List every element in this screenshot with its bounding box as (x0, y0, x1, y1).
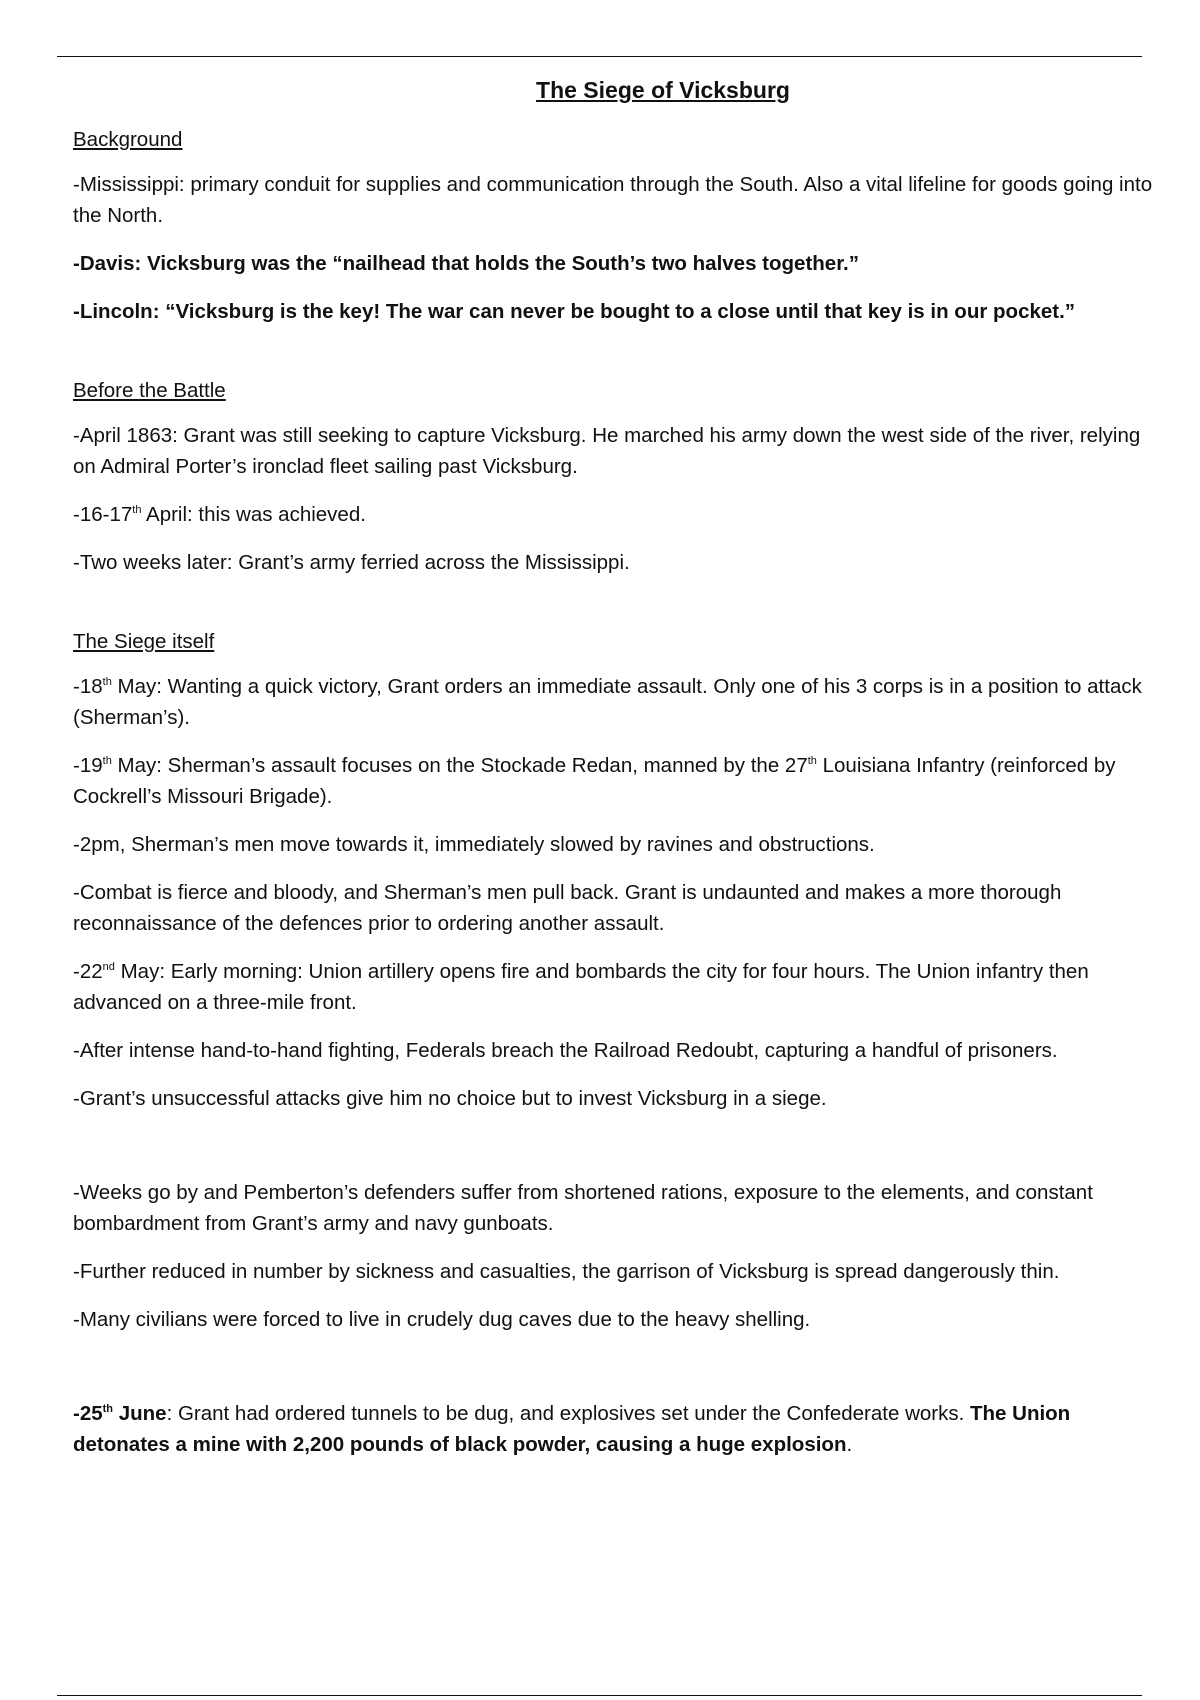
heading-the-siege-itself: The Siege itself (73, 630, 215, 653)
paragraph-25-june: -25th June: Grant had ordered tunnels to be dug, and explosives set under the Confederate works. The Union detonates a mine with 2,200 pounds of black powder, causing a huge explosion. (73, 1402, 1071, 1456)
paragraph-mississippi: -Mississippi: primary conduit for supplies and communication through the South. Also a vital lifeline for goods going into the North. (73, 173, 1153, 227)
paragraph-18-may: -18th May: Wanting a quick victory, Grant orders an immediate assault. Only one of his 3 corps is in a position to attack (Sherman’s). (73, 675, 1142, 729)
paragraph-davis-quote: -Davis: Vicksburg was the “nailhead that holds the South’s two halves together.” (73, 252, 859, 275)
document-body (73, 70, 1163, 1477)
paragraph-19-may: -19th May: Sherman’s assault focuses on the Stockade Redan, manned by the 27th Louisiana Infantry (reinforced by Cockrell’s Missouri Brigade). (73, 754, 1116, 808)
top-rule (57, 56, 1142, 57)
paragraph-16-17-april: -16-17th April: this was achieved. (73, 503, 366, 526)
paragraph-reduced-garrison: -Further reduced in number by sickness and casualties, the garrison of Vicksburg is spread dangerously thin. (73, 1260, 1060, 1283)
paragraph-weeks-go-by: -Weeks go by and Pemberton’s defenders suffer from shortened rations, exposure to the elements, and constant bombardment from Grant’s army and navy gunboats. (73, 1181, 1093, 1235)
paragraph-2pm: -2pm, Sherman’s men move towards it, immediately slowed by ravines and obstructions. (73, 833, 875, 856)
paragraph-lincoln-quote: -Lincoln: “Vicksburg is the key! The war can never be bought to a close until that key is in our pocket.” (73, 300, 1076, 323)
paragraph-22-may: -22nd May: Early morning: Union artillery opens fire and bombards the city for four hours. The Union infantry then advanced on a three-mile front. (73, 960, 1089, 1014)
paragraph-railroad-redoubt: -After intense hand-to-hand fighting, Federals breach the Railroad Redoubt, capturing a handful of prisoners. (73, 1039, 1058, 1062)
document-title: The Siege of Vicksburg (536, 77, 790, 103)
paragraph-civilians-caves: -Many civilians were forced to live in crudely dug caves due to the heavy shelling. (73, 1308, 811, 1331)
paragraph-april-1863: -April 1863: Grant was still seeking to capture Vicksburg. He marched his army down the west side of the river, relying on Admiral Porter’s ironclad fleet sailing past Vicksburg. (73, 424, 1141, 478)
paragraph-two-weeks-later: -Two weeks later: Grant’s army ferried across the Mississippi. (73, 551, 630, 574)
paragraph-invest-siege: -Grant’s unsuccessful attacks give him no choice but to invest Vicksburg in a siege. (73, 1087, 827, 1110)
heading-before-the-battle: Before the Battle (73, 379, 226, 402)
heading-background: Background (73, 128, 183, 151)
bottom-rule (57, 1695, 1142, 1696)
paragraph-combat: -Combat is fierce and bloody, and Sherman’s men pull back. Grant is undaunted and makes a more thorough reconnaissance of the defences prior to ordering another assault. (73, 881, 1062, 935)
